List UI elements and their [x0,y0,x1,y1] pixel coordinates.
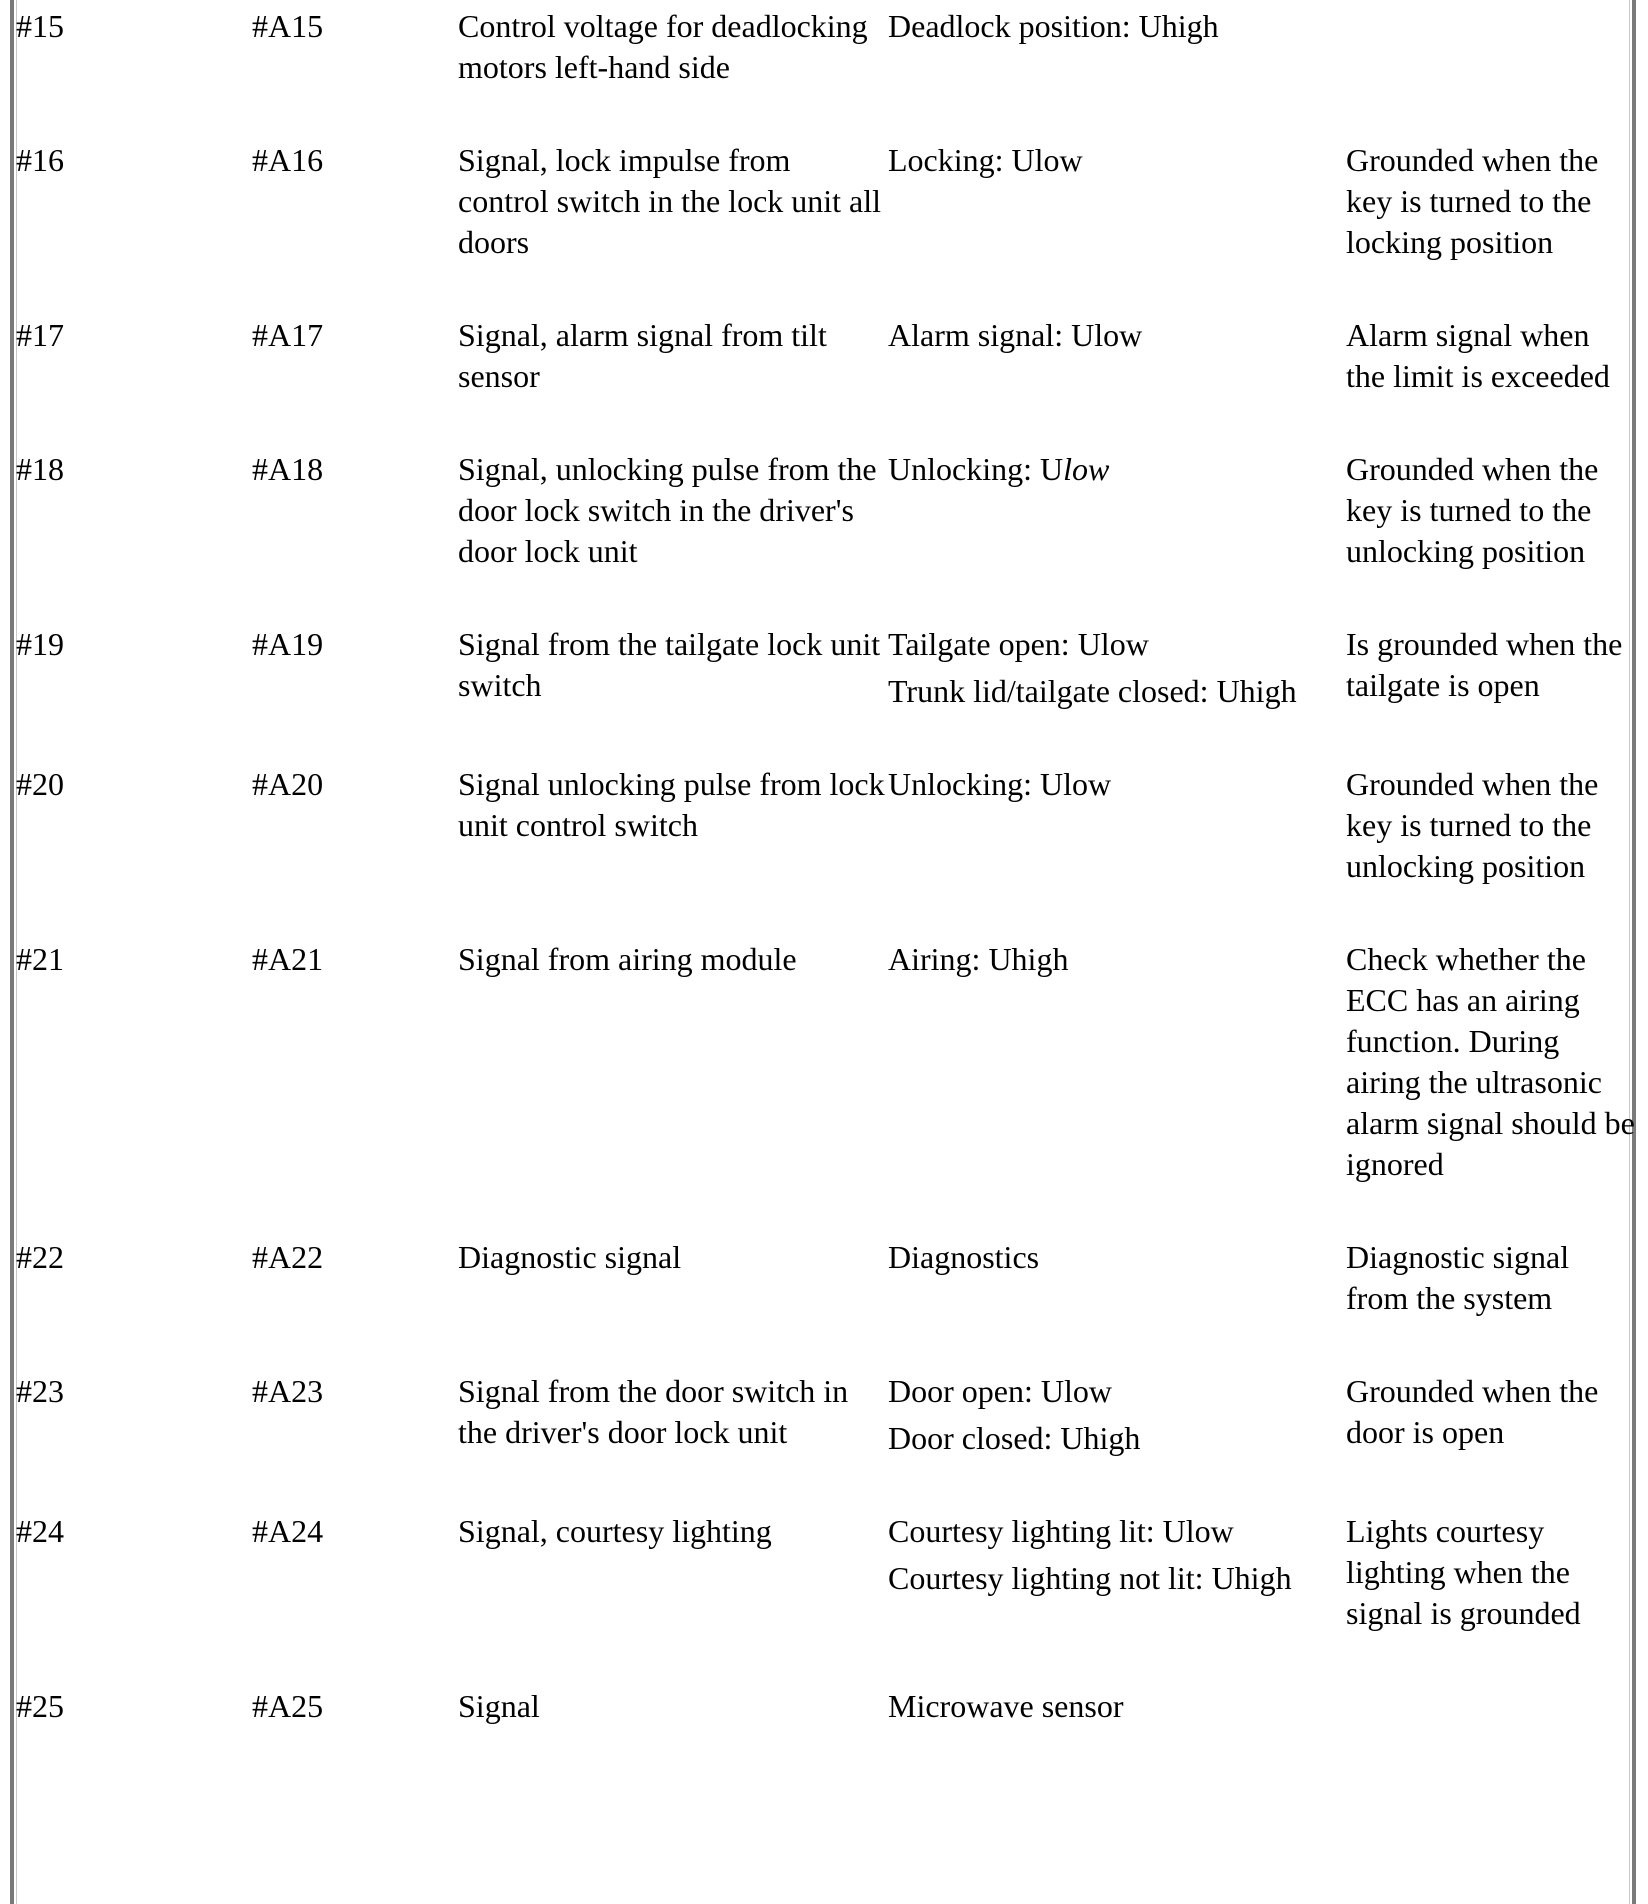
value-text: Deadlock position: Uhigh [888,8,1219,44]
ref-cell: #A16 [252,142,324,178]
value-cell [888,1365,1346,1505]
ref-cell: #A22 [252,1239,324,1275]
ref-cell: #A25 [252,1688,324,1724]
pin-cell: #21 [16,941,64,977]
note-cell: Alarm signal when the limit is exceeded [1346,317,1610,394]
value-text: Door closed: Uhigh [888,1420,1141,1456]
description-cell: Signal [458,1688,540,1724]
value-text: Airing: Uhigh [888,941,1069,977]
table-row [16,1365,1636,1505]
value-text: Locking: Ulow [888,142,1083,178]
pin-cell: #20 [16,766,64,802]
value-text: Courtesy lighting not lit: Uhigh [888,1560,1292,1596]
description-cell: Signal unlocking pulse from lock unit control switch [458,766,885,843]
pin-cell: #23 [16,1373,64,1409]
note-cell [1346,1680,1636,1773]
description-cell: Signal, unlocking pulse from the door lock switch in the driver's door lock unit [458,451,877,569]
ref-cell: #A20 [252,766,324,802]
table-row [16,1231,1636,1365]
pin-cell: #18 [16,451,64,487]
description-cell: Signal from the door switch in the driver's door lock unit [458,1373,849,1450]
table-row [16,1505,1636,1680]
description-cell: Signal, courtesy lighting [458,1513,772,1549]
value-cell [888,1680,1346,1773]
value-cell [888,443,1346,618]
pin-cell: #19 [16,626,64,662]
note-cell: Lights courtesy lighting when the signal is grounded [1346,1513,1581,1631]
table-row [16,758,1636,933]
value-text: Door open: Ulow [888,1373,1112,1409]
table-row [16,309,1636,443]
ref-cell: #A23 [252,1373,324,1409]
table-row [16,0,1636,134]
value-cell [888,758,1346,933]
table-row [16,933,1636,1231]
ref-cell: #A18 [252,451,324,487]
value-cell [888,1231,1346,1365]
note-cell [1346,0,1636,134]
pin-cell: #17 [16,317,64,353]
ref-cell: #A17 [252,317,324,353]
value-cell [888,134,1346,309]
value-cell [888,309,1346,443]
table-row [16,443,1636,618]
description-cell: Diagnostic signal [458,1239,682,1275]
value-text: Courtesy lighting lit: Ulow [888,1513,1234,1549]
ref-cell: #A21 [252,941,324,977]
description-cell: Signal from airing module [458,941,797,977]
ref-cell: #A19 [252,626,324,662]
ref-cell: #A24 [252,1513,324,1549]
value-cell [888,1505,1346,1680]
value-text [888,449,1346,490]
description-cell: Control voltage for deadlocking motors left-hand side [458,8,868,85]
table-row [16,1680,1636,1773]
value-text: Alarm signal: Ulow [888,317,1143,353]
value-text: Unlocking: Ulow [888,766,1112,802]
note-cell: Grounded when the key is turned to the locking position [1346,142,1599,260]
value-prefix: Unlocking: U [888,451,1064,487]
note-cell: Grounded when the key is turned to the unlocking position [1346,766,1599,884]
note-cell: Grounded when the key is turned to the unlocking position [1346,451,1599,569]
value-cell [888,933,1346,1231]
value-text: Tailgate open: Ulow [888,626,1149,662]
note-cell: Is grounded when the tailgate is open [1346,626,1623,703]
pin-table [16,0,1636,1773]
table-row [16,618,1636,758]
pin-cell: #15 [16,8,64,44]
description-cell: Signal, lock impulse from control switch in the lock unit all doors [458,142,882,260]
value-text: Trunk lid/tailgate closed: Uhigh [888,673,1297,709]
pin-cell: #25 [16,1688,64,1724]
ref-cell: #A15 [252,8,324,44]
value-text: Microwave sensor [888,1688,1124,1724]
value-text: Diagnostics [888,1239,1040,1275]
value-suffix-italic: low [1063,451,1110,487]
note-cell: Grounded when the door is open [1346,1373,1599,1450]
description-cell: Signal from the tailgate lock unit switch [458,626,881,703]
pin-cell: #22 [16,1239,64,1275]
note-cell: Diagnostic signal from the system [1346,1239,1570,1316]
description-cell: Signal, alarm signal from tilt sensor [458,317,827,394]
value-cell [888,618,1346,758]
value-cell [888,0,1346,134]
pin-cell: #24 [16,1513,64,1549]
note-cell: Check whether the ECC has an airing function. During airing the ultrasonic alarm signal should be ignored [1346,941,1635,1182]
table-row [16,134,1636,309]
pin-cell: #16 [16,142,64,178]
